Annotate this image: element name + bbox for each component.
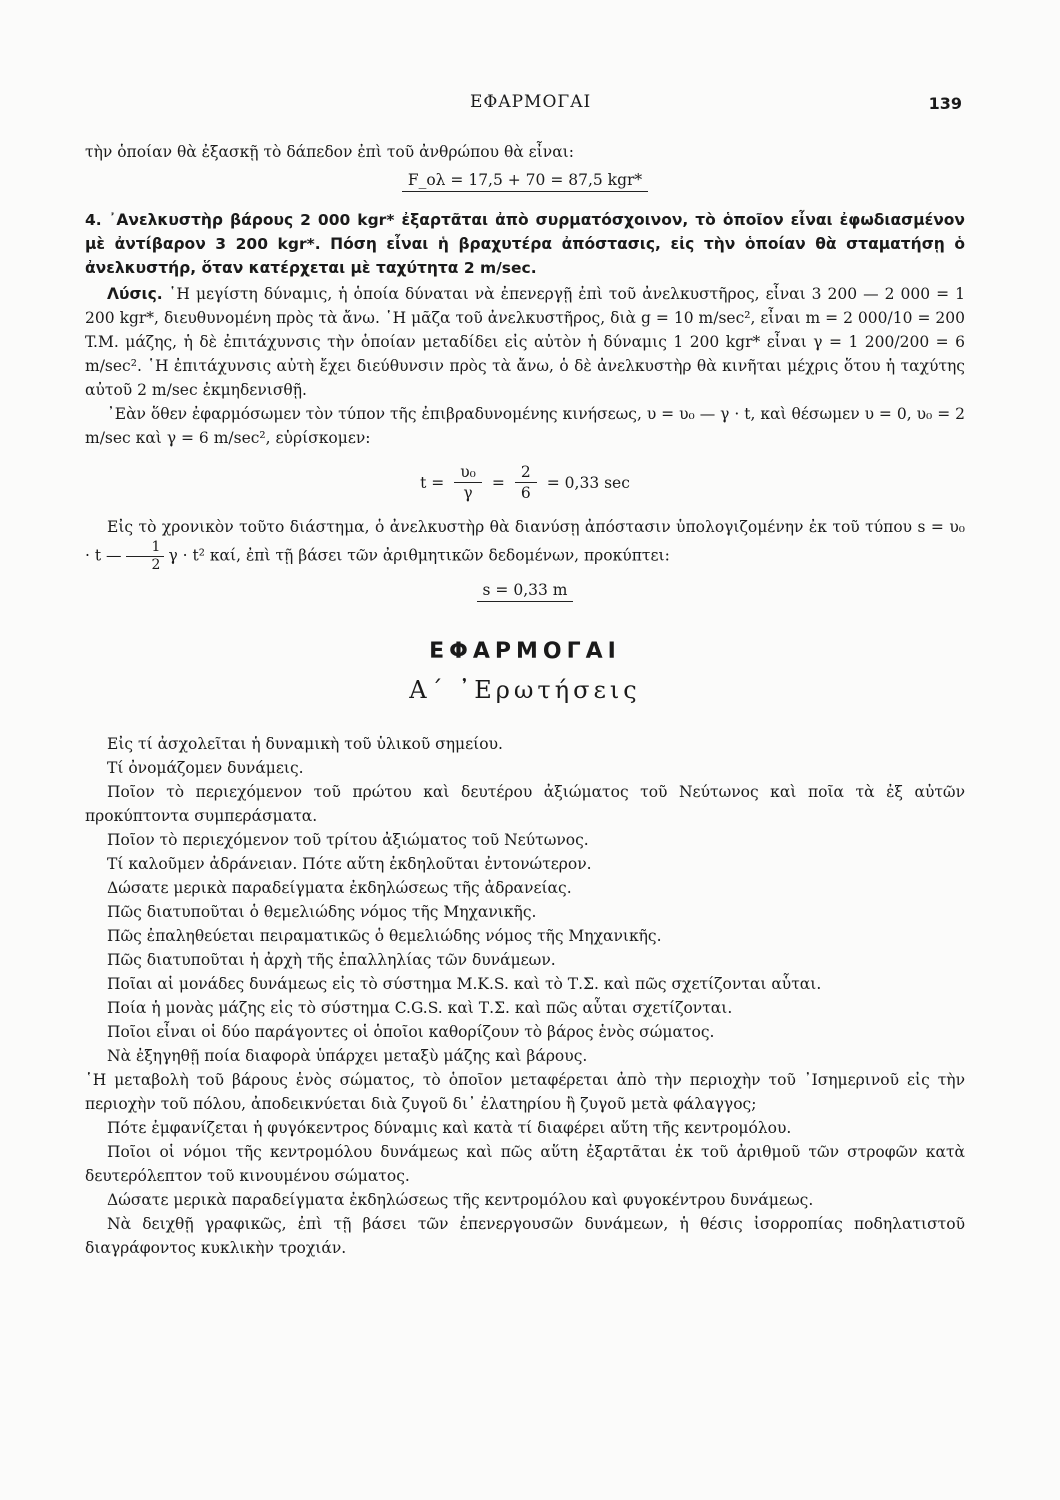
- intro-line: τὴν ὁποίαν θὰ ἐξασκῇ τὸ δάπεδον ἐπὶ τοῦ ἀνθρώπου θὰ εἶναι:: [85, 143, 574, 161]
- distance-text-b: γ · t² καί, ἐπὶ τῇ βάσει τῶν ἀριθμητικῶν δεδομένων, προκύπτει:: [168, 546, 670, 565]
- distance-paragraph: [85, 515, 965, 574]
- page-header: [0, 92, 1060, 122]
- question-item: Πῶς διατυποῦται ὁ θεμελιώδης νόμος τῆς Μηχανικῆς.: [107, 903, 537, 921]
- formula-result: = 0,33 sec: [546, 473, 630, 492]
- question-item: Δώσατε μερικὰ παραδείγματα ἐκδηλώσεως τῆς ἀδρανείας.: [107, 879, 572, 897]
- question-item: Ποῖοι εἶναι οἱ δύο παράγοντες οἱ ὁποῖοι καθορίζουν τὸ βάρος ἑνὸς σώματος.: [107, 1023, 715, 1041]
- time-formula: [85, 462, 965, 503]
- solution-paragraph: [85, 282, 965, 402]
- running-head: ΕΦΑΡΜΟΓΑΙ: [470, 92, 592, 112]
- fraction-1-denominator: γ: [463, 484, 473, 502]
- page-number: 139: [928, 94, 962, 113]
- half-numerator: 1: [126, 539, 165, 557]
- fraction-2-numerator: 2: [515, 462, 537, 483]
- question-item: Ποῖον τὸ περιεχόμενον τοῦ πρώτου καὶ δευτέρου ἀξιώματος τοῦ Νεύτωνος καὶ ποῖα τὰ ἐξ αὐτῶν προκύπτοντα συμπεράσματα.: [85, 783, 965, 825]
- half-denominator: 2: [151, 557, 161, 573]
- question-item: Πῶς ἐπαληθεύεται πειραματικῶς ὁ θεμελιώδης νόμος τῆς Μηχανικῆς.: [107, 927, 662, 945]
- final-result-value: s = 0,33 m: [477, 581, 574, 602]
- formula-t: t =: [420, 473, 445, 492]
- question-item: Ποῖον τὸ περιεχόμενον τοῦ τρίτου ἀξιώματος τοῦ Νεύτωνος.: [107, 831, 589, 849]
- formula-fraction-1: [454, 462, 482, 503]
- questions-list: [85, 732, 965, 1260]
- question-item: Τί καλοῦμεν ἀδράνειαν. Πότε αὕτη ἐκδηλοῦται ἐντονώτερον.: [107, 855, 592, 873]
- subsection-title: Α΄ ᾿Ερωτήσεις: [409, 676, 641, 704]
- question-item: Ποῖοι οἱ νόμοι τῆς κεντρομόλου δυνάμεως καὶ πῶς αὕτη ἐξαρτᾶται ἐκ τοῦ ἀριθμοῦ τῶν στροφῶν κατὰ δευτερόλεπτον τοῦ κινουμένου σώματος.: [85, 1143, 965, 1185]
- question-item: Τί ὀνομάζομεν δυνάμεις.: [107, 759, 304, 777]
- half-fraction: [126, 539, 165, 574]
- apply-paragraph: ᾿Εὰν ὅθεν ἐφαρμόσωμεν τὸν τύπον τῆς ἐπιβραδυνομένης κινήσεως, υ = υ₀ — γ · t, καὶ θέσωμεν υ = 0, υ₀ = 2 m/sec καὶ γ = 6 m/sec², εὑρίσκομεν:: [85, 405, 965, 447]
- fraction-1-numerator: υ₀: [454, 462, 482, 483]
- formula-equals: =: [491, 473, 505, 492]
- fraction-2-denominator: 6: [520, 484, 531, 502]
- question-item: Νὰ δειχθῇ γραφικῶς, ἐπὶ τῇ βάσει τῶν ἐπενεργουσῶν δυνάμεων, ἡ θέσις ἰσορροπίας ποδηλατιστοῦ διαγράφοντος κυκλικὴν τροχιάν.: [85, 1215, 965, 1257]
- intro-result: [85, 168, 965, 192]
- formula-fraction-2: [515, 462, 537, 503]
- solution-label: Λύσις.: [107, 285, 163, 303]
- question-item: Δώσατε μερικὰ παραδείγματα ἐκδηλώσεως τῆς κεντρομόλου καὶ φυγοκέντρου δυνάμεως.: [107, 1191, 814, 1209]
- question-item: Πῶς διατυποῦται ἡ ἀρχὴ τῆς ἐπαλληλίας τῶν δυνάμεων.: [107, 951, 556, 969]
- question-item: ῾Η μεταβολὴ τοῦ βάρους ἑνὸς σώματος, τὸ ὁποῖον μεταφέρεται ἀπὸ τὴν περιοχὴν τοῦ ᾿Ισημερινοῦ εἰς τὴν περιοχὴν τοῦ πόλου, ἀποδεικνύεται διὰ ζυγοῦ δι᾿ ἐλατηρίου ἢ ζυγοῦ μετὰ φάλαγγος;: [85, 1071, 965, 1113]
- problem-4: 4. ᾿Ανελκυστὴρ βάρους 2 000 kgr* ἐξαρτᾶται ἀπὸ συρματόσχοινον, τὸ ὁποῖον εἶναι ἐφωδιασμένον μὲ ἀντίβαρον 3 200 kgr*. Πόση εἶναι ἡ βραχυτέρα ἀπόστασις, εἰς τὴν ὁποίαν θὰ σταματήσῃ ὁ ἀνελκυστήρ, ὅταν κατέρχεται μὲ ταχύτητα 2 m/sec.: [85, 211, 965, 277]
- final-result: [85, 578, 965, 602]
- question-item: Νὰ ἐξηγηθῇ ποία διαφορὰ ὑπάρχει μεταξὺ μάζης καὶ βάρους.: [107, 1047, 588, 1065]
- question-item: Ποῖαι αἱ μονάδες δυνάμεως εἰς τὸ σύστημα M.K.S. καὶ τὸ Τ.Σ. καὶ πῶς σχετίζονται αὗται.: [107, 975, 822, 993]
- distance-text-a: Εἰς τὸ χρονικὸν τοῦτο διάστημα, ὁ ἀνελκυστὴρ θὰ διανύσῃ ἀπόστασιν ὑπολογιζομένην ἐκ τοῦ τύπου s = υ₀ · t —: [85, 518, 965, 565]
- intro-result-value: F_ολ = 17,5 + 70 = 87,5 kgr*: [402, 171, 648, 192]
- question-item: Εἰς τί ἀσχολεῖται ἡ δυναμικὴ τοῦ ὑλικοῦ σημείου.: [107, 735, 503, 753]
- question-item: Ποία ἡ μονὰς μάζης εἰς τὸ σύστημα C.G.S. καὶ Τ.Σ. καὶ πῶς αὗται σχετίζονται.: [107, 999, 733, 1017]
- page-content: [85, 140, 965, 1260]
- section-title: ΕΦΑΡΜΟΓΑΙ: [429, 639, 621, 664]
- question-item: Πότε ἐμφανίζεται ἡ φυγόκεντρος δύναμις καὶ κατὰ τί διαφέρει αὕτη τῆς κεντρομόλου.: [107, 1119, 792, 1137]
- solution-text: ῾Η μεγίστη δύναμις, ἡ ὁποία δύναται νὰ ἐπενεργῇ ἐπὶ τοῦ ἀνελκυστῆρος, εἶναι 3 200 — 2 000 = 1 200 kgr*, διευθυνομένη πρὸς τὰ ἄνω. ῾Η μᾶζα τοῦ ἀνελκυστῆρος, διὰ g = 10 m/sec², εἶναι m = 2 000/10 = 200 T.M. μάζης, ἡ δὲ ἐπιτάχυνσις τὴν ὁποίαν μεταδίδει εἰς αὐτὸν ἡ δύναμις 1 200 kgr* εἶναι γ = 1 200/200 = 6 m/sec². ῾Η ἐπιτάχυνσις αὐτὴ ἔχει διεύθυνσιν πρὸς τὰ ἄνω, ὁ δὲ ἀνελκυστὴρ θὰ κινῆται μέχρις ὅτου ἡ ταχύτης αὐτοῦ 2 m/sec ἐκμηδενισθῇ.: [85, 285, 965, 399]
